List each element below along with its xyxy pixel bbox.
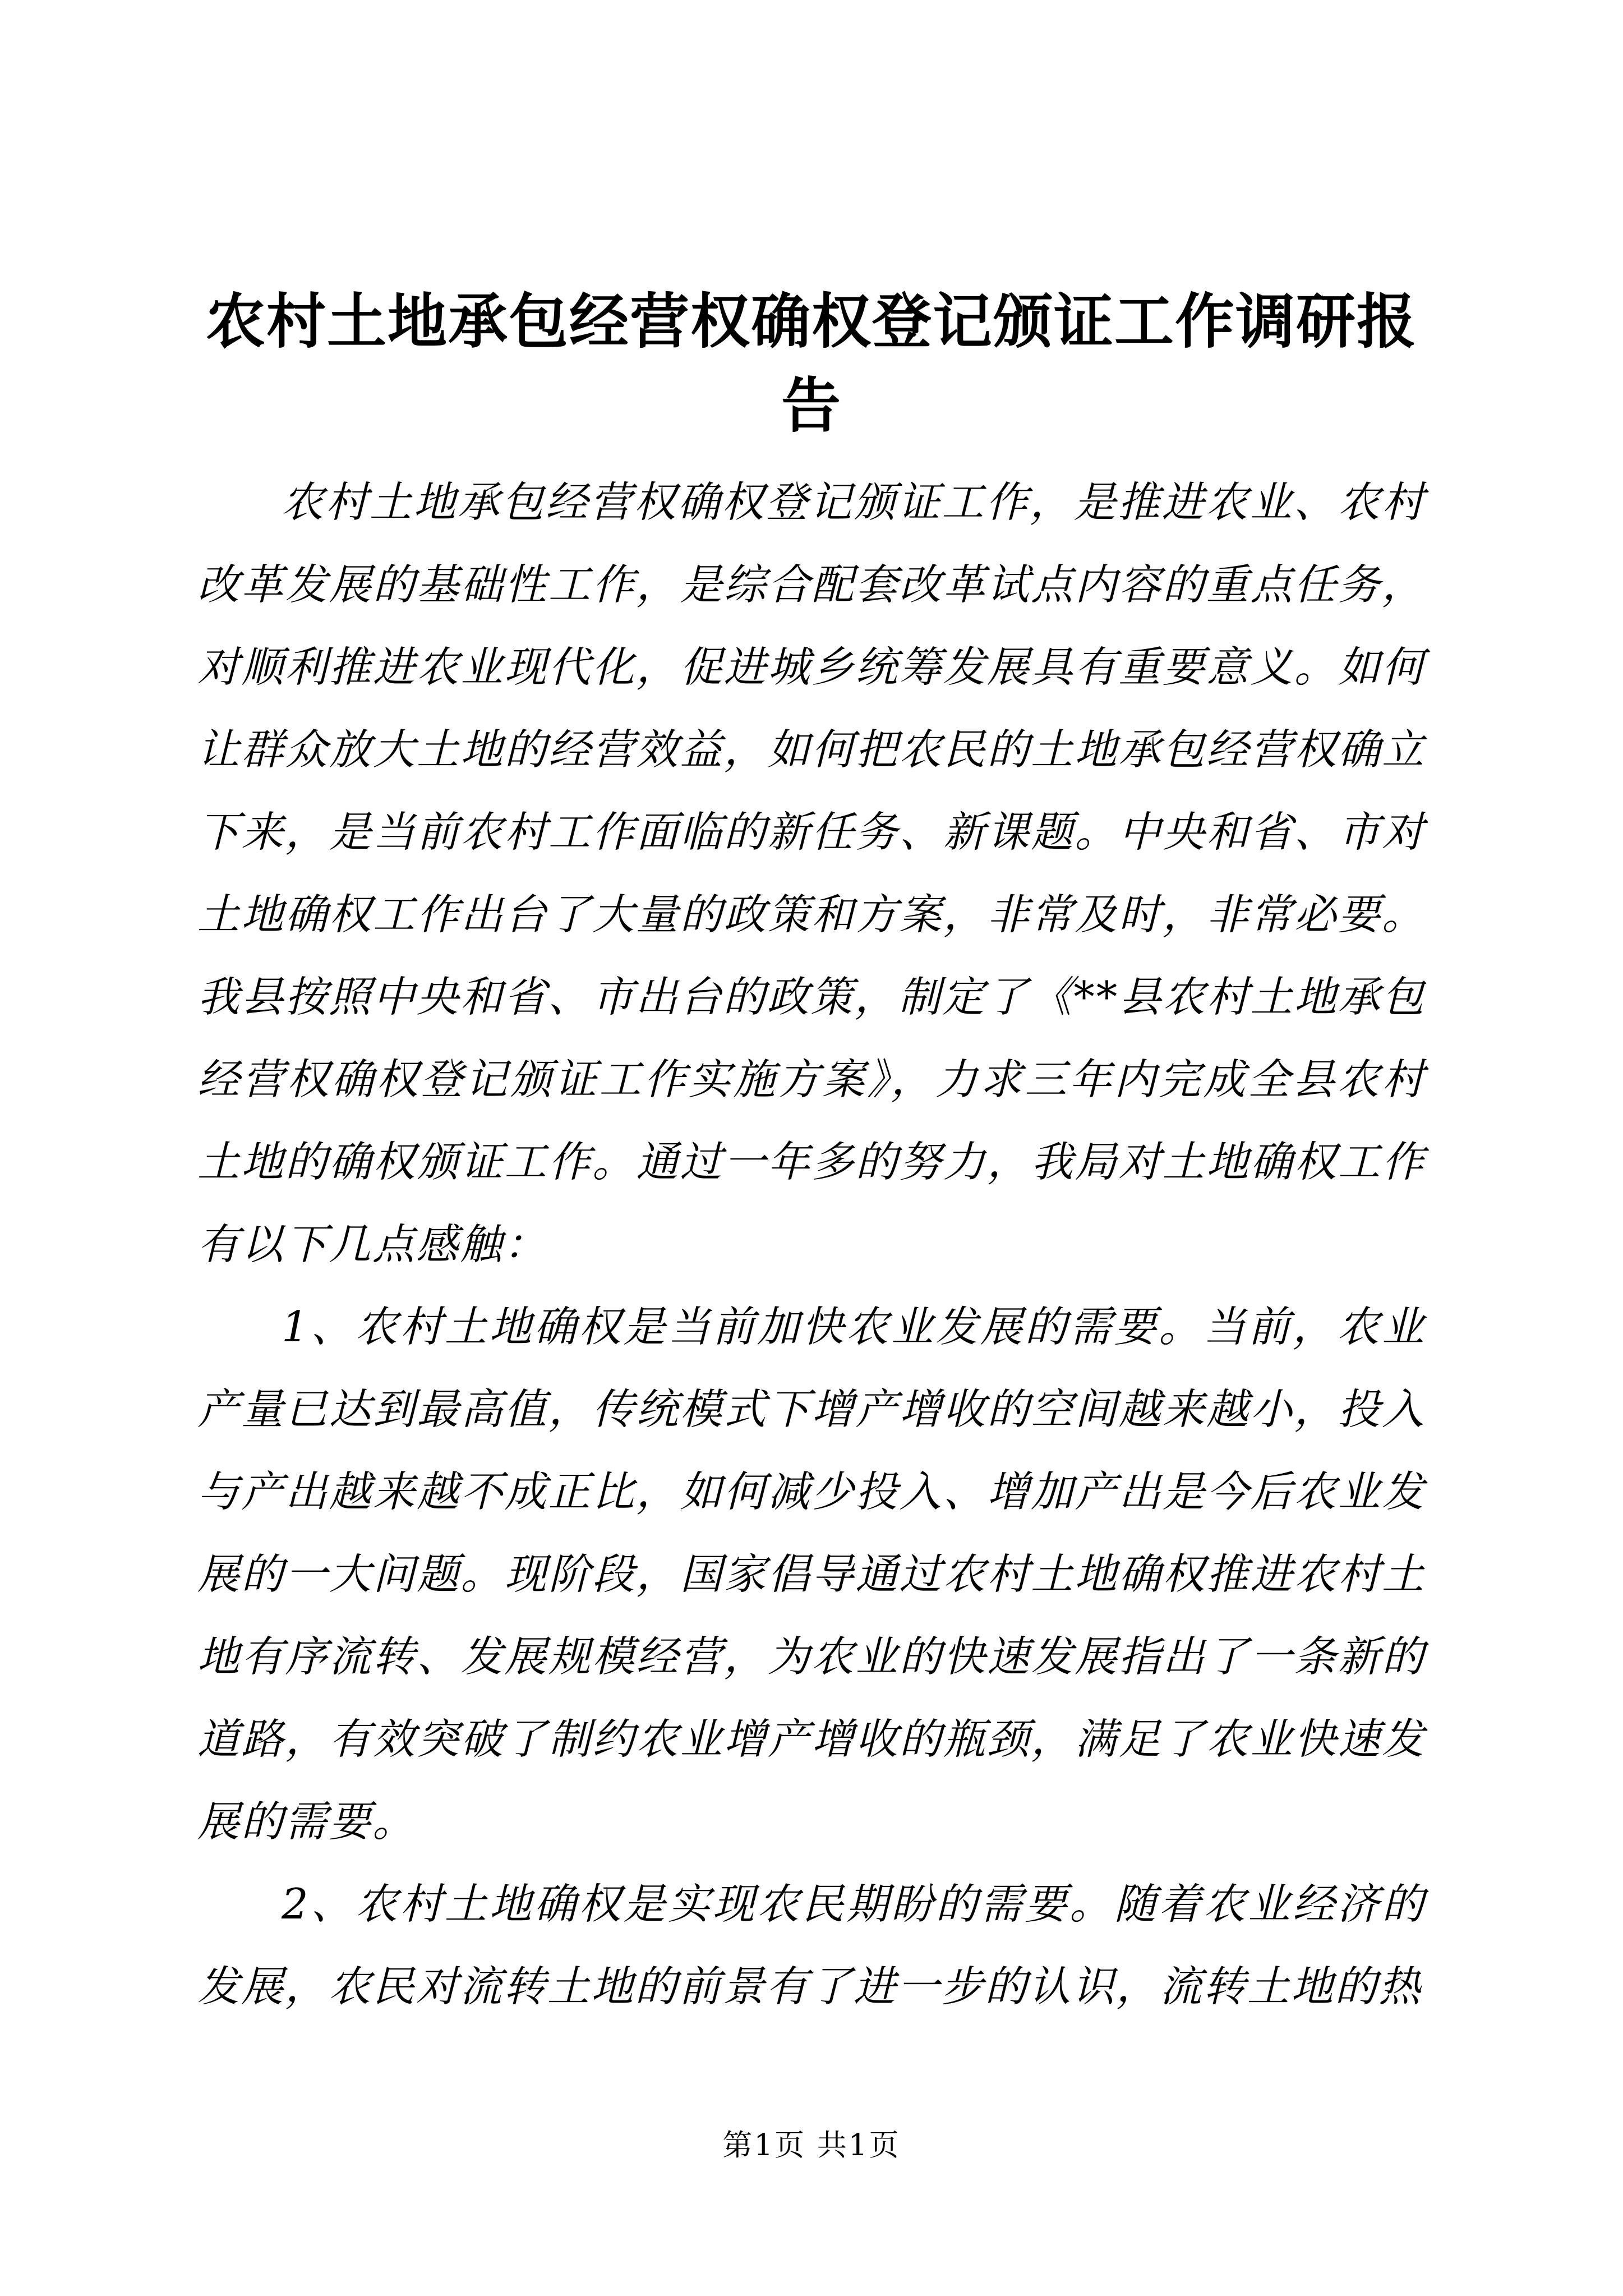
paragraph-point-1: 1、农村土地确权是当前加快农业发展的需要。当前，农业产量已达到最高值，传统模式下增产增收的空间越来越小，投入与产出越来越不成正比，如何减少投入、增加产出是今后农业发展的一大问题。现阶段，国家倡导通过农村土地确权推进农村土地有序流转、发展规模经营，为农业的快速发展指出了一条新的道路，有效突破了制约农业增产增收的瓶颈，满足了农业快速发展的需要。: [197, 1302, 1426, 1846]
report-body: [197, 461, 1426, 2028]
paragraph-intro: 农村土地承包经营权确权登记颁证工作，是推进农业、农村改革发展的基础性工作，是综合配套改革试点内容的重点任务，对顺利推进农业现代化，促进城乡统筹发展具有重要意义。如何让群众放大土地的经营效益，如何把农民的土地承包经营权确立下来，是当前农村工作面临的新任务、新课题。中央和省、市对土地确权工作出台了大量的政策和方案，非常及时，非常必要。我县按照中央和省、市出台的政策，制定了《**县农村土地承包经营权确权登记颁证工作实施方案》，力求三年内完成全县农村土地的确权颁证工作。通过一年多的努力，我局对土地确权工作有以下几点感触：: [197, 477, 1426, 1269]
page-number-footer: 第1页 共1页: [722, 2128, 901, 2162]
report-title: 农村土地承包经营权确权登记颁证工作调研报告: [206, 286, 1417, 440]
paragraph-point-2: 2、农村土地确权是实现农民期盼的需要。随着农业经济的发展，农民对流转土地的前景有了进一步的认识，流转土地的热: [197, 1879, 1426, 2011]
